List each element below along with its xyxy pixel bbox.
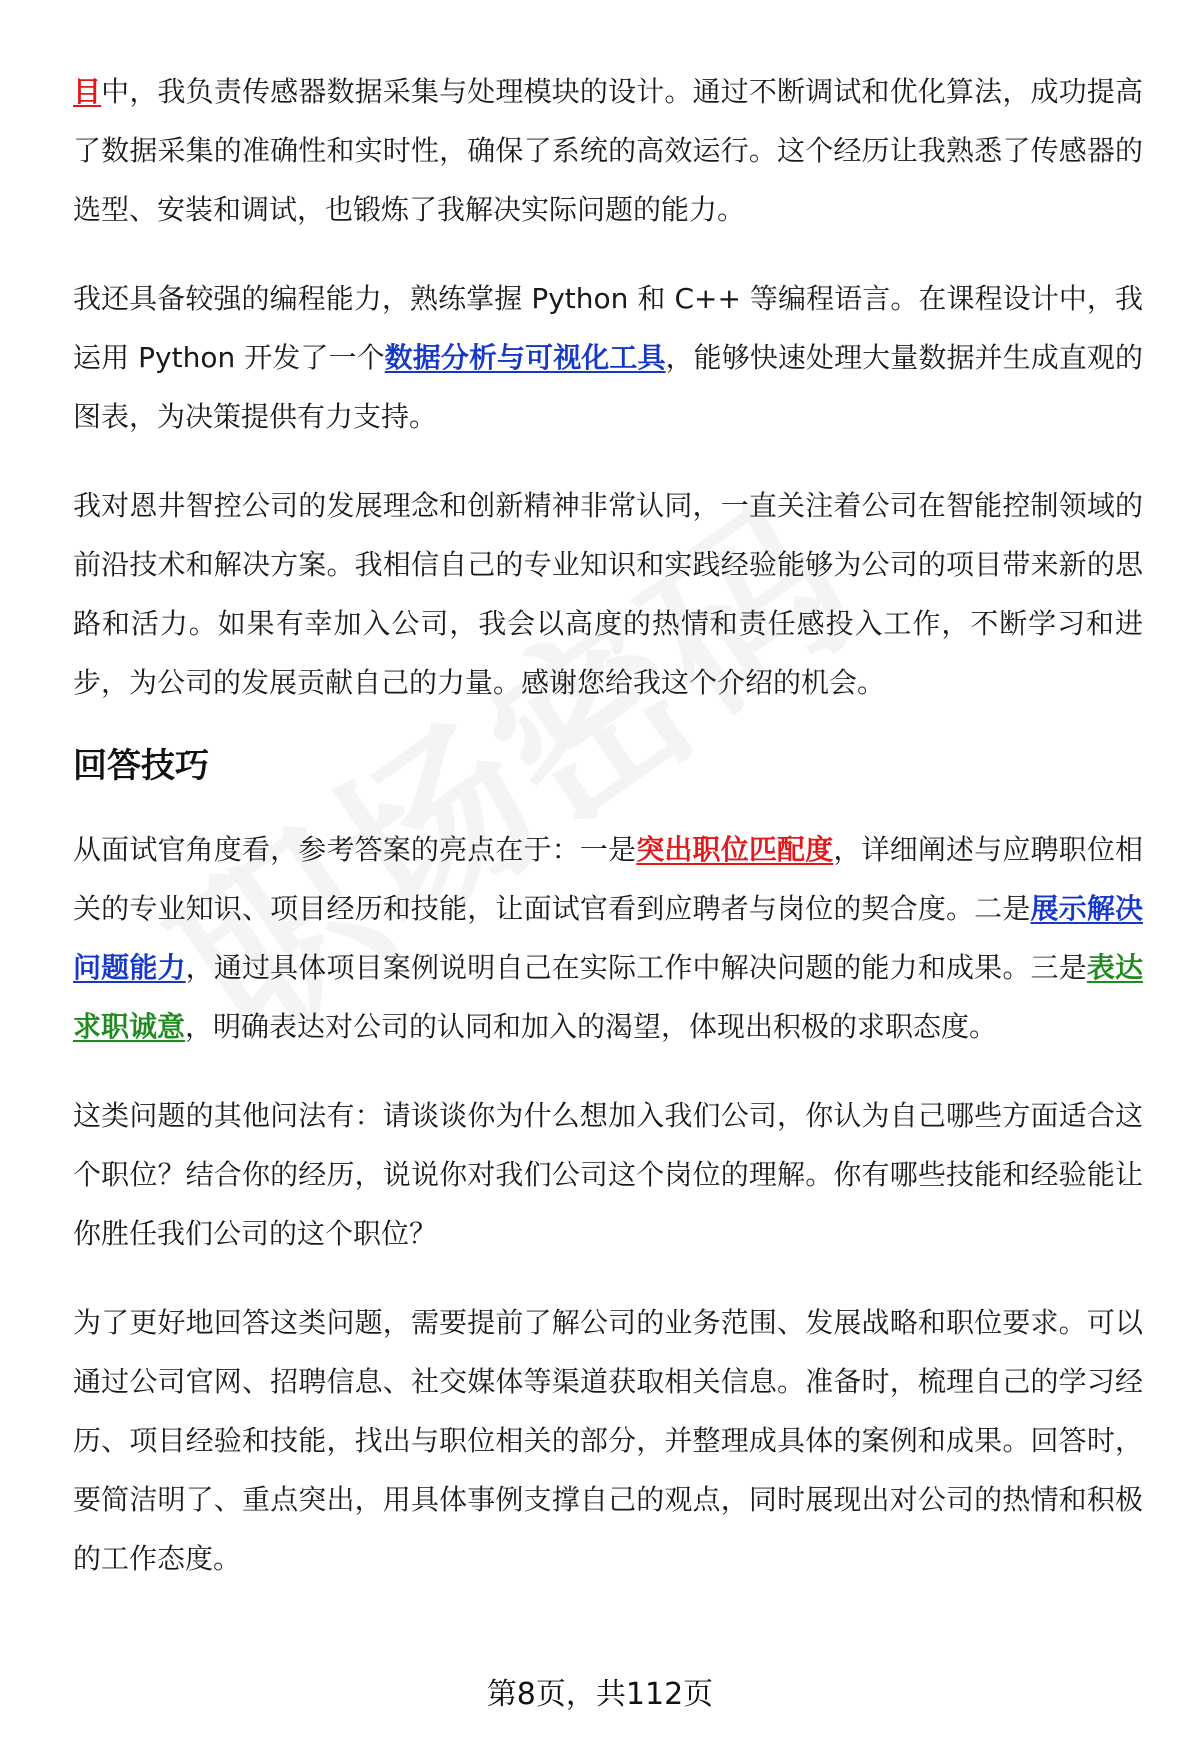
body-text: 为了更好地回答这类问题，需要提前了解公司的业务范围、发展战略和职位要求。可以通过公司官网、招聘信息、社交媒体等渠道获取相关信息。准备时，梳理自己的学习经历、项目经验和技能，找出与职位相关的部分，并整理成具体的案例和成果。回答时，要简洁明了、重点突出，用具体事例支撑自己的观点，同时展现出对公司的热情和积极的工作态度。 bbox=[73, 1306, 1143, 1575]
section-title: 回答技巧 bbox=[73, 746, 209, 786]
intro-paragraph-3 bbox=[73, 476, 1143, 712]
page-content bbox=[73, 62, 1143, 1618]
body-text: ，详细阐述与应聘职位相关的专业知识、项目经历和技能，让面试官看到应聘者与岗位的契合度。二是 bbox=[73, 833, 1143, 925]
body-text: 从面试官角度看，参考答案的亮点在于：一是 bbox=[73, 833, 637, 866]
tips-paragraph-3 bbox=[73, 1293, 1143, 1588]
body-text: 我对恩井智控公司的发展理念和创新精神非常认同，一直关注着公司在智能控制领域的前沿技术和解决方案。我相信自己的专业知识和实践经验能够为公司的项目带来新的思路和活力。如果有幸加入公司，我会以高度的热情和责任感投入工作，不断学习和进步，为公司的发展贡献自己的力量。感谢您给我这个介绍的机会。 bbox=[73, 489, 1143, 699]
body-text: ，明确表达对公司的认同和加入的渴望，体现出积极的求职态度。 bbox=[185, 1010, 998, 1043]
tips-paragraph-1 bbox=[73, 820, 1143, 1056]
highlight-red-text: 目 bbox=[73, 75, 102, 108]
highlight-green-text: 表达求职诚意 bbox=[73, 951, 1143, 1043]
highlight-blue-text: 数据分析与可视化工具 bbox=[384, 341, 666, 374]
body-text: ，能够快速处理大量数据并生成直观的图表，为决策提供有力支持。 bbox=[73, 341, 1143, 433]
tips-paragraph-2 bbox=[73, 1086, 1143, 1263]
body-text: ，通过具体项目案例说明自己在实际工作中解决问题的能力和成果。三是 bbox=[185, 951, 1087, 984]
intro-paragraph-1 bbox=[73, 62, 1143, 239]
body-text: 我还具备较强的编程能力，熟练掌握 Python 和 C++ 等编程语言。在课程设计中，我运用 Python 开发了一个 bbox=[73, 282, 1143, 374]
intro-paragraph-2 bbox=[73, 269, 1143, 446]
highlight-red-text: 突出职位匹配度 bbox=[636, 833, 834, 866]
body-text: 中，我负责传感器数据采集与处理模块的设计。通过不断调试和优化算法，成功提高了数据采集的准确性和实时性，确保了系统的高效运行。这个经历让我熟悉了传感器的选型、安装和调试，也锻炼了我解决实际问题的能力。 bbox=[73, 75, 1143, 226]
page-number-footer: 第8页，共112页 bbox=[486, 1677, 714, 1712]
highlight-blue-text: 展示解决问题能力 bbox=[73, 892, 1143, 984]
body-text: 这类问题的其他问法有：请谈谈你为什么想加入我们公司，你认为自己哪些方面适合这个职位？结合你的经历，说说你对我们公司这个岗位的理解。你有哪些技能和经验能让你胜任我们公司的这个职位？ bbox=[73, 1099, 1143, 1250]
